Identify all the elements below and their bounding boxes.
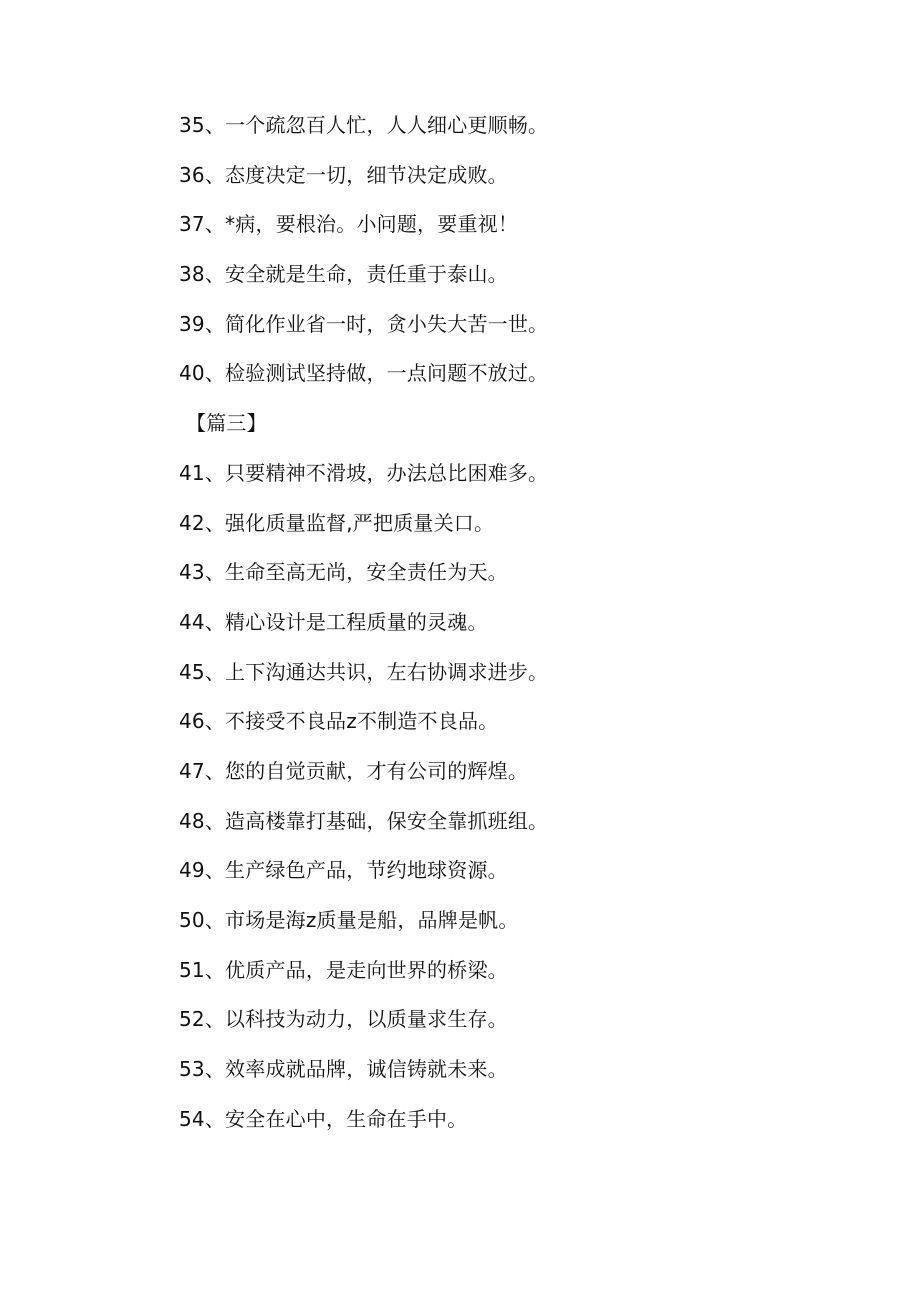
- list-item: 38、安全就是生命，责任重于泰山。: [179, 262, 508, 287]
- list-item: 48、造高楼靠打基础，保安全靠抓班组。: [179, 808, 549, 833]
- list-item: 49、生产绿色产品，节约地球资源。: [179, 858, 508, 883]
- list-item: 46、不接受不良品z不制造不良品。: [179, 709, 499, 734]
- slogan-list: [179, 108, 879, 1151]
- list-item: 47、您的自觉贡献，才有公司的辉煌。: [179, 758, 529, 783]
- list-item: 45、上下沟通达共识，左右协调求进步。: [179, 659, 549, 684]
- list-item: 37、*病，要根治。小问题，要重视！: [179, 212, 519, 237]
- list-item: 52、以科技为动力，以质量求生存。: [179, 1007, 508, 1032]
- list-item: 54、安全在心中，生命在手中。: [179, 1106, 468, 1131]
- list-item: 44、精心设计是工程质量的灵魂。: [179, 609, 488, 634]
- list-item: 42、强化质量监督,严把质量关口。: [179, 510, 495, 535]
- list-item: 53、效率成就品牌，诚信铸就未来。: [179, 1057, 508, 1082]
- list-item: 40、检验测试坚持做，一点问题不放过。: [179, 361, 549, 386]
- list-item: 36、态度决定一切，细节决定成败。: [179, 162, 508, 187]
- section-heading: 【篇三】: [186, 411, 267, 436]
- list-item: 51、优质产品，是走向世界的桥梁。: [179, 957, 508, 982]
- list-item: 43、生命至高无尚，安全责任为天。: [179, 560, 508, 585]
- list-item: 39、简化作业省一时，贪小失大苦一世。: [179, 311, 549, 336]
- list-item: 35、一个疏忽百人忙，人人细心更顺畅。: [179, 113, 549, 137]
- list-item: 41、只要精神不滑坡，办法总比困难多。: [179, 460, 549, 485]
- list-item: 50、市场是海z质量是船，品牌是帆。: [179, 908, 519, 932]
